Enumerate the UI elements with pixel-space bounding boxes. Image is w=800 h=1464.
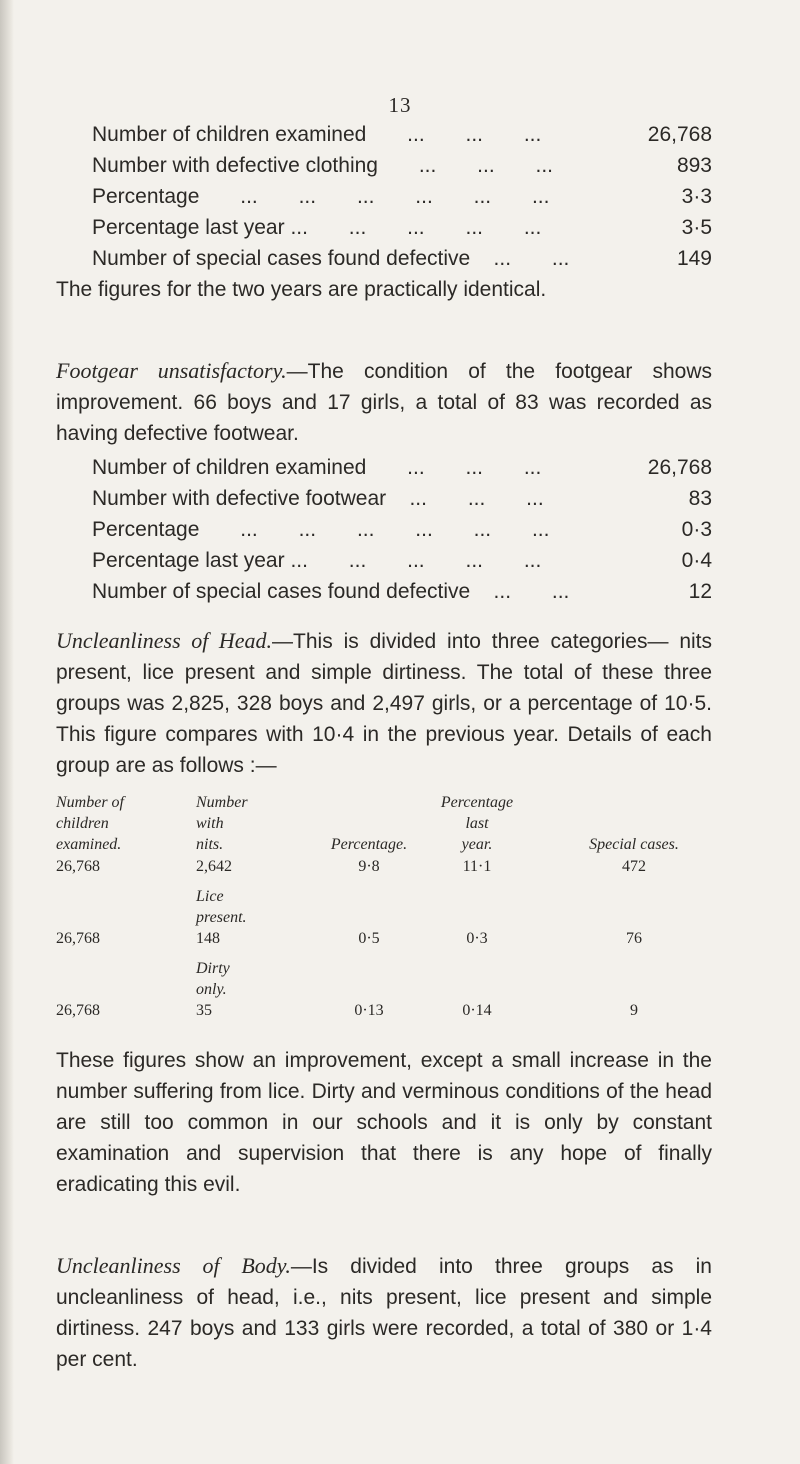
stat-label: Percentage ... ... ... ... ... ...	[92, 185, 550, 208]
header-line: with	[196, 815, 224, 832]
stat-value: 149	[676, 247, 712, 270]
sublabel-line: present.	[196, 909, 247, 926]
sublabel-line: Dirty	[196, 960, 230, 977]
body-paragraph	[56, 1250, 712, 1375]
cell-examined: 26,768	[56, 930, 100, 947]
cell-special: 472	[622, 858, 646, 875]
stat-row	[56, 150, 712, 181]
footgear-section	[56, 355, 712, 449]
head-paragraph	[56, 625, 712, 781]
header-line: year.	[461, 836, 493, 853]
footgear-paragraph	[56, 355, 712, 449]
cell-special: 76	[626, 930, 642, 947]
header-line: nits.	[196, 836, 224, 853]
col-header-special: Special cases.	[589, 836, 679, 853]
page-gutter-shadow	[0, 0, 14, 1464]
stat-value: 0·3	[681, 518, 712, 541]
stat-row	[56, 181, 712, 212]
stat-row	[56, 212, 712, 243]
cell-number: 2,642	[196, 858, 232, 875]
stat-label: Percentage ... ... ... ... ... ...	[92, 518, 550, 541]
cell-examined: 26,768	[56, 858, 100, 875]
header-line: examined.	[56, 836, 122, 853]
stat-value: 26,768	[647, 123, 712, 146]
stat-label: Number of children examined ... ... ...	[92, 456, 542, 479]
footgear-heading: Footgear unsatisfactory.	[56, 358, 287, 383]
cell-special: 9	[630, 1002, 638, 1019]
col-header-percentage: Percentage.	[330, 836, 408, 853]
head-section	[56, 625, 712, 781]
clothing-stats-block	[56, 119, 712, 305]
footgear-stats-block	[56, 452, 712, 607]
stat-value: 12	[688, 580, 712, 603]
stat-value: 83	[688, 487, 712, 510]
cell-last-year: 0·3	[466, 930, 488, 947]
row-sublabel-lice	[196, 886, 306, 928]
row-sublabel-dirty	[196, 958, 306, 1000]
cell-percentage: 0·5	[358, 930, 380, 947]
stat-label: Percentage last year ... ... ... ... ...	[92, 216, 542, 239]
stat-value: 893	[676, 154, 712, 177]
head-summary-section	[56, 1045, 712, 1200]
stat-row	[56, 514, 712, 545]
cell-examined: 26,768	[56, 1002, 100, 1019]
cell-percentage: 9·8	[358, 858, 380, 875]
head-details-table	[56, 792, 712, 1042]
stat-label: Number of special cases found defective ... ...	[92, 580, 570, 603]
stat-value: 3·3	[681, 185, 712, 208]
header-line: Percentage	[440, 794, 514, 811]
sublabel-line: only.	[196, 981, 227, 998]
head-heading: Uncleanliness of Head.	[56, 628, 273, 653]
header-line: Number	[196, 794, 248, 811]
col-header-number	[196, 792, 306, 855]
footgear-text: —The condition of the footgear shows improvement. 66 boys and 17 girls, a total of 83 was recorded as having defective footwear.	[56, 360, 712, 445]
stat-row	[56, 483, 712, 514]
stat-label: Number of special cases found defective ... ...	[92, 247, 570, 270]
stat-row	[56, 576, 712, 607]
header-line: Number of	[56, 794, 124, 811]
page-number: 13	[388, 93, 412, 117]
clothing-note: The figures for the two years are practically identical.	[56, 278, 547, 301]
header-line: last	[465, 815, 489, 832]
stat-label: Percentage last year ... ... ... ... ...	[92, 549, 542, 572]
body-heading: Uncleanliness of Body.	[56, 1253, 291, 1278]
head-text: —This is divided into three categories— nits present, lice present and simple dirtiness. The total of these three groups was 2,825, 328 boys and 2,497 girls, or a percentage of 10·5. This figure compares with 10·4 in the previous year. Details of each group are as follows :—	[56, 630, 713, 777]
stat-label: Number with defective clothing ... ... ...	[92, 154, 554, 177]
stat-value: 0·4	[681, 549, 712, 572]
stat-value: 3·5	[681, 216, 712, 239]
stat-value: 26,768	[647, 456, 712, 479]
col-header-last-year	[422, 792, 532, 855]
sublabel-line: Lice	[196, 888, 224, 905]
cell-last-year: 0·14	[462, 1002, 492, 1019]
body-section	[56, 1250, 712, 1375]
stat-label: Number of children examined ... ... ...	[92, 123, 542, 146]
cell-percentage: 0·13	[354, 1002, 384, 1019]
stat-row	[56, 452, 712, 483]
stat-row	[56, 119, 712, 150]
col-header-examined	[56, 792, 166, 855]
body-text: —Is divided into three groups as in uncleanliness of head, i.e., nits present, lice present and simple dirtiness. 247 boys and 133 girls were recorded, a total of 380 or 1·4 per cent.	[56, 1255, 712, 1371]
stat-row	[56, 243, 712, 274]
stat-label: Number with defective footwear ... ... ...	[92, 487, 544, 510]
stat-row	[56, 545, 712, 576]
cell-number: 148	[196, 930, 220, 947]
cell-number: 35	[196, 1002, 212, 1019]
cell-last-year: 11·1	[462, 858, 492, 875]
head-summary-paragraph: These figures show an improvement, except a small increase in the number suffering from lice. Dirty and verminous conditions of the head are still too common in our schools and it is only by constant examination and supervision that there is any hope of finally eradicating this evil.	[56, 1049, 712, 1196]
header-line: children	[56, 815, 109, 832]
